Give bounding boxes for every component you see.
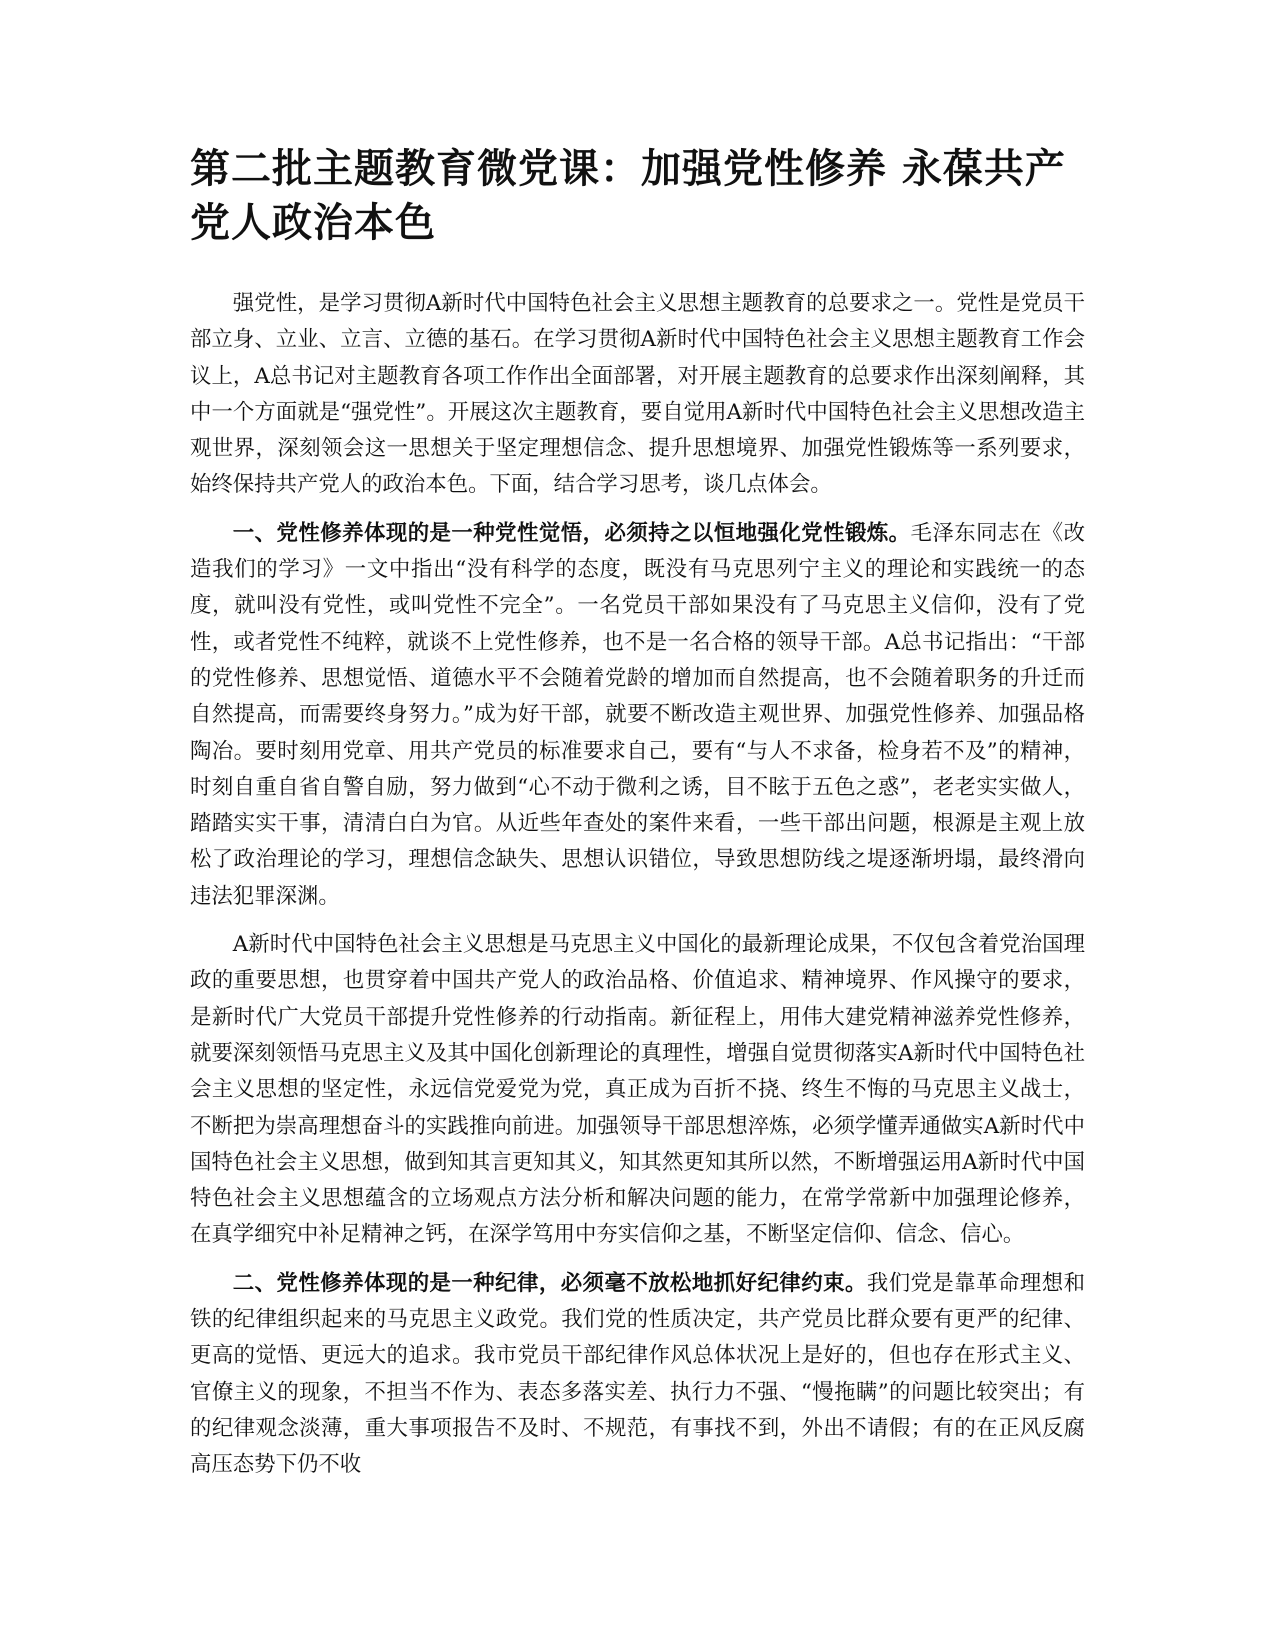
- paragraph-theory: [190, 927, 1085, 1254]
- paragraph-text: 我们党是靠革命理想和铁的纪律组织起来的马克思主义政党。我们党的性质决定，共产党员比群众要有更严的纪律、更高的觉悟、更远大的追求。我市党员干部纪律作风总体状况上是好的，但也存在形式主义、官僚主义的现象，不担当不作为、表态多落实差、执行力不强、“慢拖瞒”的问题比较突出；有的纪律观念淡薄，重大事项报告不及时、不规范，有事找不到，外出不请假；有的在正风反腐高压态势下仍不收: [190, 1270, 1085, 1478]
- section-heading-two: 二、党性修养体现的是一种纪律，必须毫不放松地抓好纪律约束。: [232, 1270, 867, 1296]
- paragraph-intro: [190, 286, 1085, 504]
- paragraph-text: 强党性，是学习贯彻A新时代中国特色社会主义思想主题教育的总要求之一。党性是党员干部立身、立业、立言、立德的基石。在学习贯彻A新时代中国特色社会主义思想主题教育工作会议上，A总书记对主题教育各项工作作出全面部署，对开展主题教育的总要求作出深刻阐释，其中一个方面就是“强党性”。开展这次主题教育，要自觉用A新时代中国特色社会主义思想改造主观世界，深刻领会这一思想关于坚定理想信念、提升思想境界、加强党性锻炼等一系列要求，始终保持共产党人的政治本色。下面，结合学习思考，谈几点体会。: [190, 291, 1085, 498]
- paragraph-section-one: [190, 516, 1085, 915]
- paragraph-text: 毛泽东同志在《改造我们的学习》一文中指出“没有科学的态度，既没有马克思列宁主义的理论和实践统一的态度，就叫没有党性，或叫党性不完全”。一名党员干部如果没有了马克思主义信仰，没有了党性，或者党性不纯粹，就谈不上党性修养，也不是一名合格的领导干部。A总书记指出：“干部的党性修养、思想觉悟、道德水平不会随着党龄的增加而自然提高，也不会随着职务的升迁而自然提高，而需要终身努力。”成为好干部，就要不断改造主观世界、加强党性修养、加强品格陶冶。要时刻用党章、用共产党员的标准要求自己，要有“与人不求备，检身若不及”的精神，时刻自重自省自警自励，努力做到“心不动于微利之诱，目不眩于五色之惑”，老老实实做人，踏踏实实干事，清清白白为官。从近些年查处的案件来看，一些干部出问题，根源是主观上放松了政治理论的学习，理想信念缺失、思想认识错位，导致思想防线之堤逐渐坍塌，最终滑向违法犯罪深渊。: [190, 520, 1085, 909]
- paragraph-section-two: [190, 1266, 1085, 1484]
- paragraph-text: A新时代中国特色社会主义思想是马克思主义中国化的最新理论成果，不仅包含着党治国理政的重要思想，也贯穿着中国共产党人的政治品格、价值追求、精神境界、作风操守的要求，是新时代广大党员干部提升党性修养的行动指南。新征程上，用伟大建党精神滋养党性修养，就要深刻领悟马克思主义及其中国化创新理论的真理性，增强自觉贯彻落实A新时代中国特色社会主义思想的坚定性，永远信党爱党为党，真正成为百折不挠、终生不悔的马克思主义战士，不断把为崇高理想奋斗的实践推向前进。加强领导干部思想淬炼，必须学懂弄通做实A新时代中国特色社会主义思想，做到知其言更知其义，知其然更知其所以然，不断增强运用A新时代中国特色社会主义思想蕴含的立场观点方法分析和解决问题的能力，在常学常新中加强理论修养，在真学细究中补足精神之钙，在深学笃用中夯实信仰之基，不断坚定信仰、信念、信心。: [190, 932, 1085, 1248]
- document-title: 第二批主题教育微党课：加强党性修养 永葆共产党人政治本色: [190, 146, 1066, 246]
- section-heading-one: 一、党性修养体现的是一种党性觉悟，必须持之以恒地强化党性锻炼。: [232, 520, 911, 546]
